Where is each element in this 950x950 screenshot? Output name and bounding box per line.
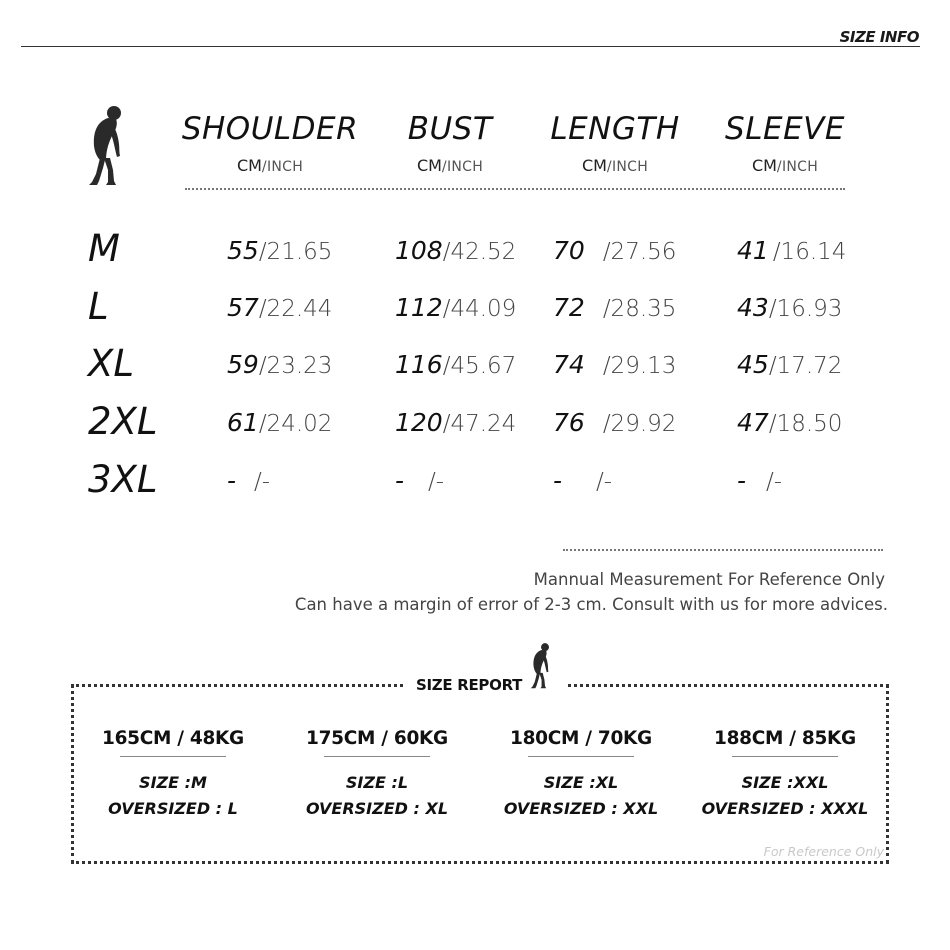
cell-inch: /24.02 [258, 411, 333, 437]
header-dotted-divider [185, 188, 845, 190]
unit-inch: /INCH [606, 159, 649, 175]
table-cell [553, 468, 612, 494]
size-report-entry [277, 728, 477, 818]
cell-inch: /42.52 [442, 239, 517, 265]
cell-inch: /- [766, 469, 783, 495]
body-measurement: 188CM / 85KG [714, 728, 856, 749]
body-measurement: 165CM / 48KG [102, 728, 244, 749]
recommended-size: SIZE :L [345, 773, 409, 792]
body-measurement: 175CM / 60KG [306, 728, 448, 749]
column-unit [380, 158, 520, 175]
cell-inch: /21.65 [258, 239, 333, 265]
table-cell [553, 295, 676, 321]
oversized-size: OVERSIZED : XL [305, 799, 449, 818]
unit-cm: CM [416, 156, 442, 175]
cell-inch: /27.56 [602, 239, 677, 265]
cell-inch: /16.93 [768, 296, 843, 322]
hunched-figure-icon [529, 642, 553, 690]
cell-inch: /- [596, 469, 613, 495]
oversized-size: OVERSIZED : XXXL [701, 799, 869, 818]
table-cell [737, 468, 782, 494]
cell-cm: 120 [395, 408, 443, 437]
cell-cm: 43 [737, 293, 769, 322]
table-cell [227, 238, 332, 264]
measurement-note: Mannual Measurement For Reference Only [533, 570, 885, 589]
recommended-size: SIZE :XXL [741, 773, 829, 792]
cell-cm: 74 [553, 350, 585, 379]
size-report-entry [481, 728, 681, 818]
cell-cm: 57 [227, 293, 259, 322]
cell-inch: /22.44 [258, 296, 333, 322]
cell-inch: /- [428, 469, 445, 495]
column-unit [715, 158, 855, 175]
column-title: LENGTH [550, 111, 680, 147]
cell-cm: 61 [227, 408, 259, 437]
table-cell [737, 352, 842, 378]
column-header-shoulder [170, 111, 370, 175]
cell-inch: /17.72 [768, 353, 843, 379]
size-label-m: M [88, 227, 120, 270]
column-header-length [540, 111, 690, 175]
table-cell [737, 238, 846, 264]
cell-inch: /44.09 [442, 296, 517, 322]
column-title: BUST [407, 111, 493, 147]
cell-cm: 76 [553, 408, 585, 437]
cell-inch: /18.50 [768, 411, 843, 437]
entry-divider [324, 756, 430, 757]
unit-inch: /INCH [441, 159, 484, 175]
column-header-sleeve [715, 111, 855, 175]
table-cell [395, 410, 516, 436]
column-unit [540, 158, 690, 175]
oversized-size: OVERSIZED : XXL [503, 799, 659, 818]
note-dotted-divider [563, 549, 883, 551]
recommended-size: SIZE :XL [543, 773, 619, 792]
unit-inch: /INCH [776, 159, 819, 175]
table-cell [395, 295, 516, 321]
table-cell [553, 410, 676, 436]
header-divider [21, 46, 920, 47]
table-cell [553, 238, 676, 264]
recommended-size: SIZE :M [139, 773, 207, 792]
column-title: SLEEVE [725, 111, 845, 147]
size-report-title: SIZE REPORT [416, 676, 523, 694]
table-cell [227, 410, 332, 436]
reference-footnote: For Reference Only [763, 844, 884, 859]
table-cell [227, 468, 270, 494]
unit-cm: CM [581, 156, 607, 175]
cell-cm: 41 [737, 236, 769, 265]
entry-divider [732, 756, 838, 757]
cell-cm: 59 [227, 350, 259, 379]
cell-inch: /23.23 [258, 353, 333, 379]
entry-divider [120, 756, 226, 757]
cell-cm: - [227, 466, 237, 495]
margin-note: Can have a margin of error of 2-3 cm. Consult with us for more advices. [294, 595, 888, 614]
unit-cm: CM [236, 156, 262, 175]
unit-inch: /INCH [261, 159, 304, 175]
cell-cm: 112 [395, 293, 443, 322]
cell-inch: /- [254, 469, 271, 495]
column-unit [170, 158, 370, 175]
size-report-entry [685, 728, 885, 818]
cell-cm: 108 [395, 236, 443, 265]
cell-cm: 70 [553, 236, 585, 265]
cell-inch: /29.13 [602, 353, 677, 379]
cell-cm: 45 [737, 350, 769, 379]
cell-cm: - [395, 466, 405, 495]
body-measurement: 180CM / 70KG [510, 728, 652, 749]
table-cell [737, 410, 842, 436]
entry-divider [528, 756, 634, 757]
cell-cm: 47 [737, 408, 769, 437]
table-cell [737, 295, 842, 321]
hunched-figure-icon [86, 104, 128, 188]
cell-cm: - [737, 466, 747, 495]
column-title: SHOULDER [181, 111, 359, 147]
table-cell [227, 352, 332, 378]
size-label-3xl: 3XL [88, 458, 158, 501]
cell-inch: /47.24 [442, 411, 517, 437]
cell-inch: /45.67 [442, 353, 517, 379]
table-cell [395, 468, 444, 494]
unit-cm: CM [751, 156, 777, 175]
table-cell [395, 352, 516, 378]
size-label-l: L [88, 285, 109, 328]
cell-inch: /28.35 [602, 296, 677, 322]
cell-cm: 72 [553, 293, 585, 322]
table-cell [227, 295, 332, 321]
table-cell [395, 238, 516, 264]
cell-cm: - [553, 466, 563, 495]
table-cell [553, 352, 676, 378]
oversized-size: OVERSIZED : L [108, 799, 238, 818]
cell-cm: 116 [395, 350, 443, 379]
size-label-2xl: 2XL [88, 400, 158, 443]
header-title: SIZE INFO [839, 28, 919, 46]
size-label-xl: XL [88, 342, 134, 385]
cell-inch: /29.92 [602, 411, 677, 437]
size-report-entry [73, 728, 273, 818]
cell-inch: /16.14 [772, 239, 847, 265]
column-header-bust [380, 111, 520, 175]
cell-cm: 55 [227, 236, 259, 265]
